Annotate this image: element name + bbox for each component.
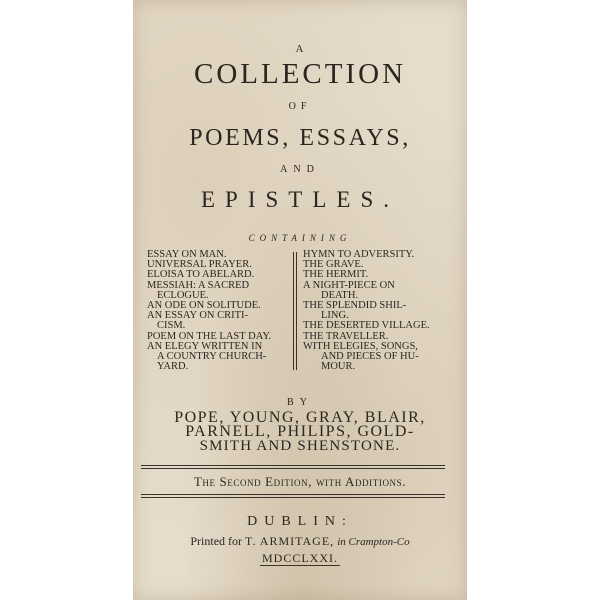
horizontal-rule xyxy=(141,497,445,498)
contents-entry: A NIGHT-PIECE ON xyxy=(303,279,395,291)
imprint-printer xyxy=(133,534,467,549)
contents-left-column xyxy=(147,250,289,372)
contents-entry: ECLOGUE. xyxy=(157,289,209,301)
title-epistles: EPISTLES. xyxy=(201,187,399,212)
contents-entry: LING. xyxy=(321,310,349,322)
title-collection: COLLECTION xyxy=(193,58,407,90)
contents-entry: ELOISA TO ABELARD. xyxy=(147,269,255,281)
horizontal-rule xyxy=(141,465,445,466)
by-label: BY xyxy=(287,397,313,408)
contents-entry: MESSIAH: A SACRED xyxy=(147,279,250,291)
contents-entry: THE DESERTED VILLAGE. xyxy=(303,320,430,332)
title-of: OF xyxy=(288,101,312,112)
column-divider xyxy=(293,252,295,370)
contents-entry: DEATH. xyxy=(321,289,359,301)
contents-entry: UNIVERSAL PRAYER. xyxy=(147,259,252,271)
year-text: MDCCLXXI. xyxy=(261,551,338,565)
imprint-year xyxy=(133,551,467,566)
title-page xyxy=(133,0,467,600)
printer-name: T. ARMITAGE, xyxy=(245,534,335,548)
contents-entry: ESSAY ON MAN. xyxy=(147,249,227,260)
contents-entry: HYMN TO ADVERSITY. xyxy=(303,249,415,260)
contents-entry: THE TRAVELLER. xyxy=(303,330,389,342)
authors-line: PARNELL, PHILIPS, GOLD- xyxy=(185,423,415,440)
contents-entry: YARD. xyxy=(157,361,189,373)
printer-address: in Crampton-Co xyxy=(337,536,410,548)
title-poems-essays: POEMS, ESSAYS, xyxy=(189,125,411,151)
contents-entry: AN ESSAY ON CRITI- xyxy=(147,310,249,322)
horizontal-rule xyxy=(141,468,445,469)
printed-prefix: Printed for xyxy=(190,534,243,548)
authors-line: SMITH AND SHENSTONE. xyxy=(199,438,401,454)
contents-right-column xyxy=(303,250,453,372)
contents-entry: A COUNTRY CHURCH- xyxy=(157,351,267,363)
edition-statement: The Second Edition, with Additions. xyxy=(193,474,407,489)
contents-entry: MOUR. xyxy=(321,361,356,373)
contents-list xyxy=(147,250,453,374)
contents-entry: AN ODE ON SOLITUDE. xyxy=(147,300,261,312)
contents-entry: THE HERMIT. xyxy=(303,269,369,281)
contents-entry: THE SPLENDID SHIL- xyxy=(303,300,407,312)
contents-entry: AN ELEGY WRITTEN IN xyxy=(147,340,263,352)
contents-entry: POEM ON THE LAST DAY. xyxy=(147,330,272,342)
title-and: AND xyxy=(280,164,320,175)
contents-entry: THE GRAVE. xyxy=(303,259,364,271)
title-article: A xyxy=(295,43,305,55)
column-divider xyxy=(296,252,298,370)
authors-line: POPE, YOUNG, GRAY, BLAIR, xyxy=(174,409,426,426)
contents-entry: CISM. xyxy=(157,320,186,332)
contents-entry: WITH ELEGIES, SONGS, xyxy=(303,340,418,352)
containing-label: CONTAINING xyxy=(248,233,352,243)
imprint-city: DUBLIN: xyxy=(247,514,353,529)
horizontal-rule xyxy=(141,494,445,495)
contents-entry: AND PIECES OF HU- xyxy=(321,351,419,363)
